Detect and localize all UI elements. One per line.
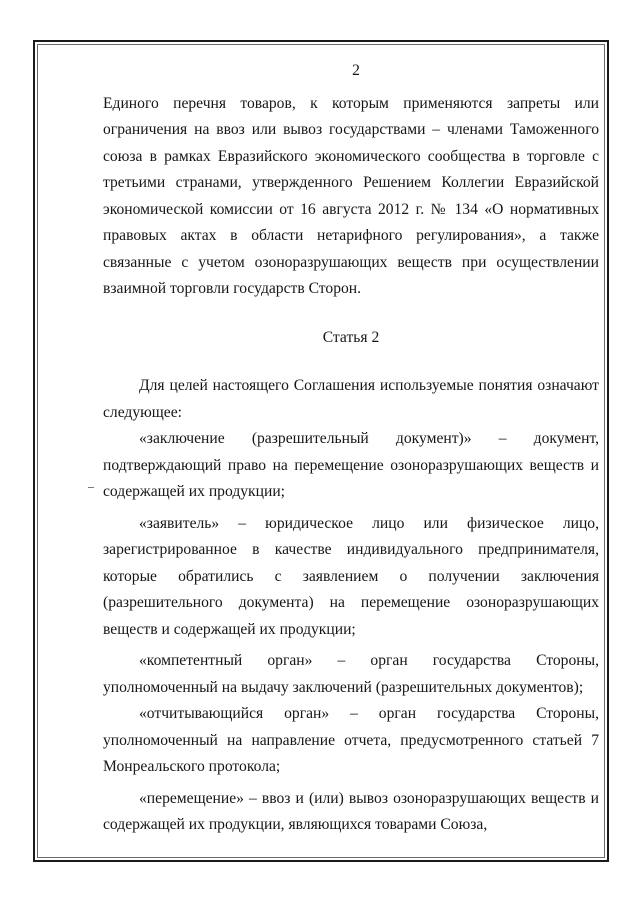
article-title: Статья 2 (322, 328, 380, 346)
scan-mark (88, 487, 94, 488)
definition-competent-body: «компетентный орган» – орган государства Стороны, уполномоченный на выдачу заключений (разрешительных документов); (103, 652, 599, 696)
definition-reporting-body: «отчитывающийся орган» – орган государства Стороны, уполномоченный на направление отчета, предусмотренного статьей 7 Монреальского протокола; (103, 705, 599, 775)
document-body (103, 58, 599, 839)
definition-applicant: «заявитель» – юридическое лицо или физическое лицо, зарегистрированное в качестве индивидуального предпринимателя, которые обратились с заявлением о получении заключения (разрешительного документа) на перемещение озоноразрушающих веществ и содержащей их продукции; (103, 514, 599, 638)
definition-conclusion: «заключение (разрешительный документ)» – документ, подтверждающий право на перемещение озоноразрушающих веществ и содержащей их продукции; (103, 430, 599, 500)
page-number: 2 (352, 62, 360, 79)
intro-paragraph: Единого перечня товаров, к которым применяются запреты или ограничения на ввоз или вывоз государствами – членами Таможенного союза в рамках Евразийского экономического сообщества в торговле с третьими странами, утвержденного Решением Коллегии Евразийской экономической комиссии от 16 августа 2012 г. № 134 «О нормативных правовых актах в области нетарифного регулирования», а также связанные с учетом озоноразрушающих веществ при осуществлении взаимной торговли государств Сторон. (103, 94, 599, 297)
definitions-intro: Для целей настоящего Соглашения используемые понятия означают следующее: (103, 377, 599, 421)
definition-movement: «перемещение» – ввоз и (или) вывоз озоноразрушающих веществ и содержащей их продукции, являющихся товарами Союза, (103, 789, 599, 833)
